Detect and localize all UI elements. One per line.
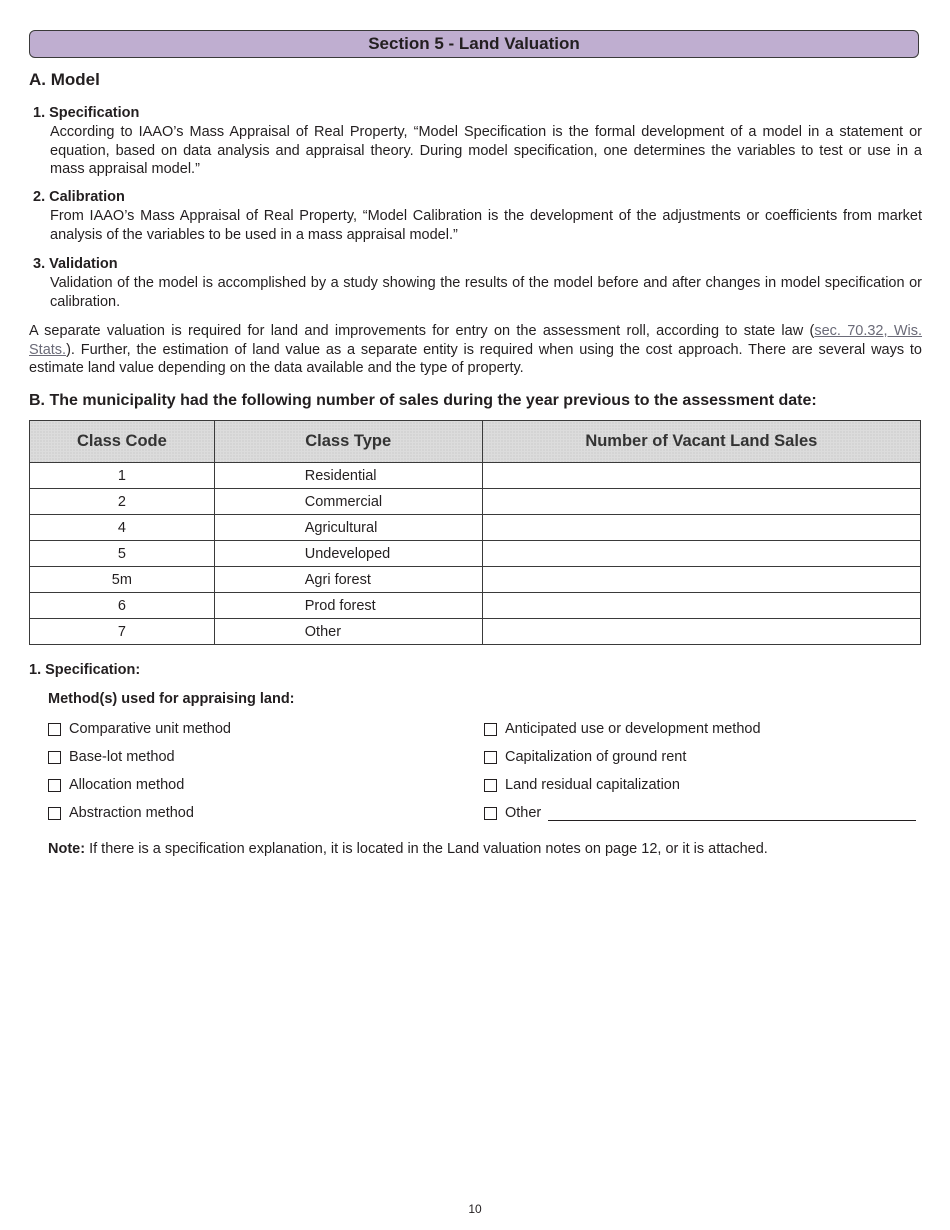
option-abstraction[interactable]: [48, 805, 194, 821]
checkbox[interactable]: [48, 779, 61, 792]
option-allocation[interactable]: [48, 777, 184, 793]
option-label: Allocation method: [69, 777, 185, 793]
checkbox[interactable]: [484, 751, 497, 764]
option-label: Base-lot method: [69, 749, 175, 765]
intro-text-after: ). Further, the estimation of land value as a separate entity is required when using the cost approach. There are several ways to estimate land value depending on the data available and the type of property.: [29, 341, 922, 376]
page-number: 10: [468, 1202, 482, 1216]
col-header-class-code: Class Code: [30, 421, 215, 463]
class-code-cell: 7: [30, 619, 215, 645]
class-code-cell: 4: [30, 515, 215, 541]
col-header-vacant-land-sales: Number of Vacant Land Sales: [482, 421, 920, 463]
option-label: Capitalization of ground rent: [505, 749, 687, 765]
class-code-cell: 6: [30, 593, 215, 619]
calibration-text: From IAAO’s Mass Appraisal of Real Property, “Model Calibration is the development of the adjustments or coefficients from market analysis of the variables to be used in a mass appraisal model.”: [50, 208, 922, 243]
validation-text: Validation of the model is accomplished by a study showing the results of the model before and after changes in model specification or calibration.: [50, 275, 922, 310]
option-label: Other: [505, 805, 542, 821]
checkbox[interactable]: [484, 779, 497, 792]
checkbox[interactable]: [484, 807, 497, 820]
table-row: [30, 593, 921, 619]
option-label: Anticipated use or development method: [505, 721, 761, 737]
intro-paragraph: [29, 322, 922, 378]
option-label: Land residual capitalization: [505, 777, 680, 793]
option-label: Comparative unit method: [69, 721, 231, 737]
sales-table-header: [30, 421, 921, 463]
other-text-line[interactable]: [548, 805, 916, 821]
table-row: [30, 489, 921, 515]
class-type-cell: Agri forest: [214, 567, 482, 593]
vacant-sales-input-cell[interactable]: [482, 541, 920, 567]
vacant-sales-input-cell[interactable]: [482, 463, 920, 489]
statute-link[interactable]: sec. 70.32, Wis. Stats.: [29, 323, 923, 358]
vacant-sales-input-cell[interactable]: [482, 593, 920, 619]
vacant-sales-input-cell[interactable]: [482, 619, 920, 645]
checkbox[interactable]: [48, 807, 61, 820]
methods-label: Method(s) used for appraising land:: [48, 691, 295, 707]
class-type-cell: Commercial: [214, 489, 482, 515]
checkbox[interactable]: [484, 723, 497, 736]
note-label: Note:: [48, 841, 86, 857]
class-type-cell: Undeveloped: [214, 541, 482, 567]
vacant-sales-input-cell[interactable]: [482, 515, 920, 541]
class-type-cell: Prod forest: [214, 593, 482, 619]
class-type-cell: Residential: [214, 463, 482, 489]
sales-heading: B. The municipality had the following number of sales during the year previous to the assessment date:: [29, 392, 817, 409]
option-label: Abstraction method: [69, 805, 194, 821]
table-row: [30, 515, 921, 541]
table-row: [30, 567, 921, 593]
validation-subheading: 3. Validation: [33, 256, 118, 272]
class-code-cell: 2: [30, 489, 215, 515]
note-line: [48, 841, 768, 857]
specification-section-heading: 1. Specification:: [29, 662, 141, 678]
sales-table: [29, 420, 921, 645]
col-header-class-type: Class Type: [214, 421, 482, 463]
vacant-sales-input-cell[interactable]: [482, 489, 920, 515]
vacant-sales-input-cell[interactable]: [482, 567, 920, 593]
table-row: [30, 541, 921, 567]
option-other[interactable]: [484, 805, 916, 821]
table-row: [30, 619, 921, 645]
note-text: If there is a specification explanation, it is located in the Land valuation notes on page 12, or it is attached.: [85, 841, 768, 857]
section-title-banner: Section 5 - Land Valuation: [29, 30, 919, 58]
option-ground-rent[interactable]: [484, 749, 686, 765]
class-type-cell: Other: [214, 619, 482, 645]
specification-text: According to IAAO’s Mass Appraisal of Real Property, “Model Specification is the formal development of a model in a statement or equation, based on data analysis and appraisal theory. During model specification, one determines the variables to test or use in a mass appraisal model.”: [50, 124, 922, 177]
model-heading: A. Model: [29, 70, 100, 89]
checkbox[interactable]: [48, 751, 61, 764]
calibration-subheading: 2. Calibration: [33, 189, 125, 205]
option-comparative-unit[interactable]: [48, 721, 231, 737]
intro-text-before: A separate valuation is required for land and improvements for entry on the assessment roll, according to state law (: [29, 323, 815, 339]
class-code-cell: 5: [30, 541, 215, 567]
class-code-cell: 5m: [30, 567, 215, 593]
option-anticipated-use[interactable]: [484, 721, 761, 737]
class-type-cell: Agricultural: [214, 515, 482, 541]
specification-subheading: 1. Specification: [33, 105, 140, 121]
class-code-cell: 1: [30, 463, 215, 489]
option-land-residual[interactable]: [484, 777, 680, 793]
table-row: [30, 463, 921, 489]
checkbox[interactable]: [48, 723, 61, 736]
option-base-lot[interactable]: [48, 749, 175, 765]
